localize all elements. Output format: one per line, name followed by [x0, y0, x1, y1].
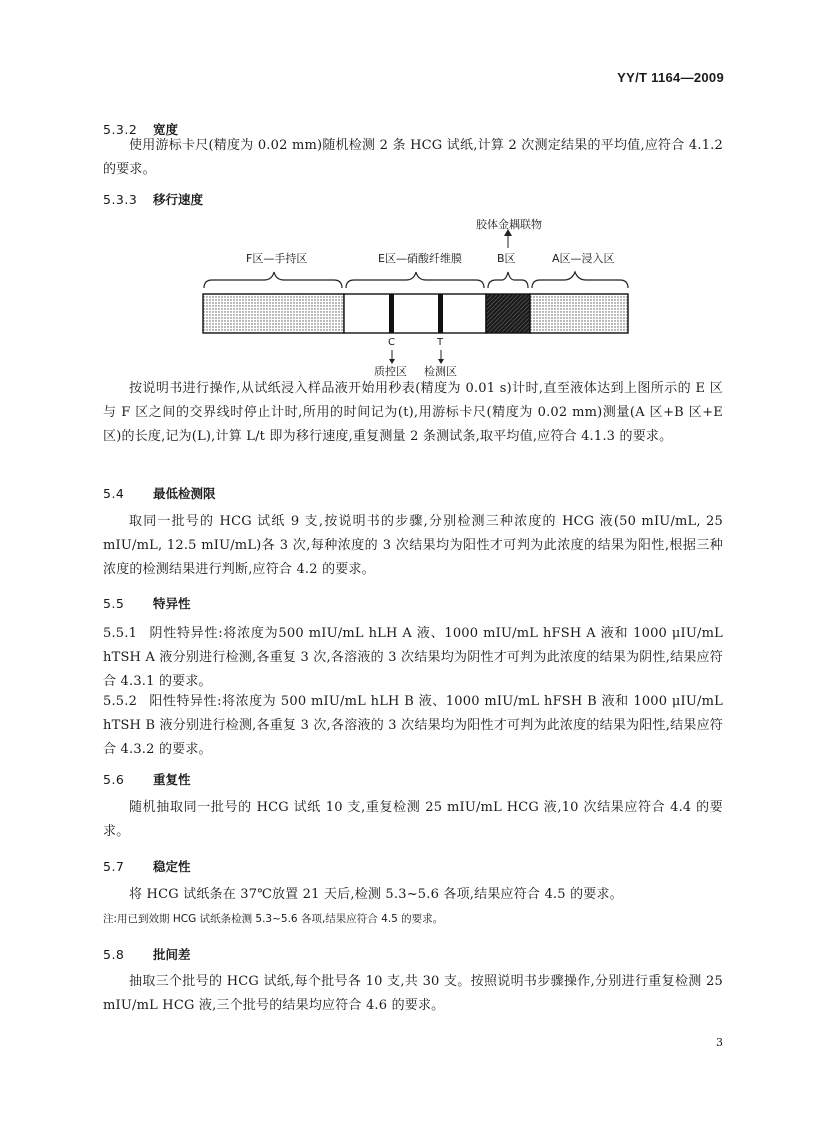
- brace-a: [532, 272, 628, 288]
- test-line-label: T: [437, 337, 444, 348]
- control-line-label: C: [388, 337, 395, 348]
- section-number: 5.3.2: [103, 122, 138, 137]
- zone-e: [344, 294, 486, 333]
- standard-number: YY/T 1164—2009: [617, 70, 724, 85]
- page-number: 3: [716, 1036, 723, 1049]
- section-5-5-1-body: [103, 622, 723, 694]
- section-number: 5.3.3: [103, 192, 138, 207]
- section-5-6-heading: [103, 770, 191, 788]
- section-5-3-2-body: 使用游标卡尺(精度为 0.02 mm)随机检测 2 条 HCG 试纸,计算 2 次测定结果的平均值,应符合 4.1.2 的要求。: [103, 138, 723, 177]
- section-5-6-body: 随机抽取同一批号的 HCG 试纸 10 支,重复检测 25 mIU/mL HCG 液,10 次结果应符合 4.4 的要求。: [103, 800, 723, 839]
- zone-a-label: A区—浸入区: [552, 252, 615, 265]
- section-number: 5.7: [103, 859, 125, 874]
- zone-b: [486, 294, 530, 333]
- section-5-7-note: 注:用已到效期 HCG 试纸条检测 5.3~5.6 各项,结果应符合 4.5 的要求。: [103, 913, 444, 925]
- clause-number: 5.5.2: [103, 694, 138, 709]
- test-line: [438, 294, 443, 333]
- section-5-3-3-heading: [103, 190, 203, 208]
- zone-f-label: F区—手持区: [246, 252, 308, 265]
- test-strip-figure: [200, 218, 640, 378]
- section-title: 移行速度: [153, 192, 204, 207]
- section-5-7-body: 将 HCG 试纸条在 37℃放置 21 天后,检测 5.3~5.6 各项,结果应符合 4.5 的要求。: [129, 887, 623, 902]
- brace-e: [346, 272, 484, 288]
- colloid-label: 胶体金耦联物: [476, 218, 542, 231]
- test-zone-label: 检测区: [424, 365, 457, 378]
- zone-a: [530, 294, 628, 333]
- control-line: [389, 294, 394, 333]
- section-title: 批间差: [153, 947, 191, 962]
- brace-b: [488, 272, 528, 288]
- section-title: 宽度: [153, 122, 179, 137]
- section-5-4-body: 取同一批号的 HCG 试纸 9 支,按说明书的步骤,分别检测三种浓度的 HCG 液(50 mIU/mL, 25 mIU/mL, 12.5 mIU/mL)各 3 次,每种浓度的 3 次结果均为阳性才可判为此浓度的结果为阳性,根据三种浓度的检测结果进行判断,应符合 4.2 的要求。: [103, 514, 723, 577]
- section-5-3-3-body: 按说明书进行操作,从试纸浸入样品液开始用秒表(精度为 0.01 s)计时,直至液体达到上图所示的 E 区与 F 区之间的交界线时停止计时,所用的时间记为(t),用游标卡尺(精度为 0.02 mm)测量(A 区+B 区+E 区)的长度,记为(L),计算 L/t 即为移行速度,重复测量 2 条测试条,取平均值,应符合 4.1.3 的要求。: [103, 381, 723, 444]
- section-5-4-heading: [103, 484, 216, 502]
- section-number: 5.6: [103, 772, 125, 787]
- section-title: 稳定性: [153, 859, 191, 874]
- section-5-5-2-body: [103, 690, 723, 762]
- section-number: 5.8: [103, 947, 125, 962]
- section-title: 特异性: [153, 596, 191, 611]
- clause-number: 5.5.1: [103, 626, 138, 641]
- section-number: 5.4: [103, 486, 125, 501]
- brace-f: [204, 272, 342, 288]
- clause-text: 阴性特异性:将浓度为500 mIU/mL hLH A 液、1000 mIU/mL hFSH A 液和 1000 μIU/mL hTSH A 液分别进行检测,各重复 3 次,各溶液的 3 次结果均为阴性才可判为此浓度的结果为阴性,结果应符合 4.3.1 的要求。: [103, 626, 723, 689]
- section-5-5-heading: [103, 594, 191, 612]
- section-5-7-heading: [103, 857, 191, 875]
- zone-f: [203, 294, 344, 333]
- section-5-8-heading: [103, 945, 191, 963]
- section-title: 最低检测限: [153, 486, 216, 501]
- test-strip-diagram: [200, 218, 640, 378]
- section-5-8-body: 抽取三个批号的 HCG 试纸,每个批号各 10 支,共 30 支。按照说明书步骤操作,分别进行重复检测 25 mIU/mL HCG 液,三个批号的结果均应符合 4.6 的要求。: [103, 974, 723, 1013]
- zone-b-label: B区: [497, 252, 516, 265]
- zone-e-label: E区—硝酸纤维膜: [378, 252, 462, 265]
- control-zone-label: 质控区: [374, 365, 407, 378]
- section-title: 重复性: [153, 772, 191, 787]
- section-number: 5.5: [103, 596, 125, 611]
- clause-text: 阳性特异性:将浓度为 500 mIU/mL hLH B 液、1000 mIU/mL hFSH B 液和 1000 μIU/mL hTSH B 液分别进行检测,各重复 3 次,各溶液的 3 次结果均为阳性才可判为此浓度的结果为阳性,结果应符合 4.3.2 的要求。: [103, 694, 723, 757]
